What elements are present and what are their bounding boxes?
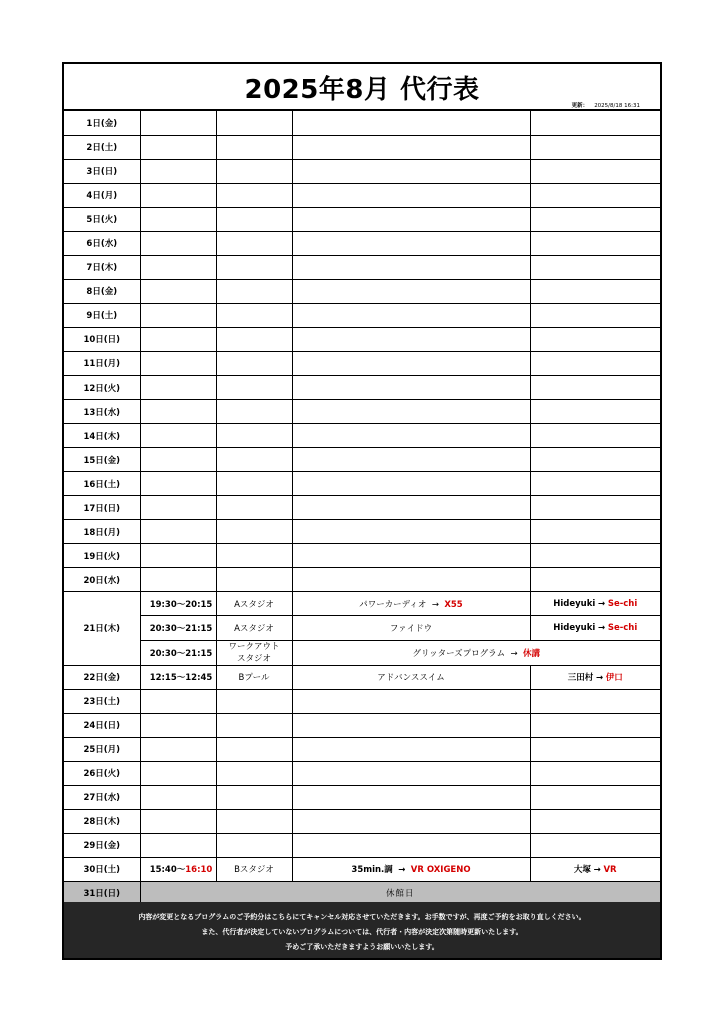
table-row <box>64 183 660 207</box>
day-label: 21日(木) <box>64 592 140 665</box>
time-cell: 12:15～12:45 <box>140 665 216 689</box>
page-title: 2025年8月 代行表 <box>244 75 480 105</box>
day-label: 17日(日) <box>64 496 140 520</box>
day-label: 19日(火) <box>64 544 140 568</box>
program-cell: ファイドウ <box>292 616 530 640</box>
time-cell: 15:40～16:10 <box>140 857 216 881</box>
time-cell: 20:30～21:15 <box>140 616 216 640</box>
table-row <box>64 544 660 568</box>
table-row <box>64 135 660 159</box>
studio-cell: ワークアウト スタジオ <box>216 640 292 665</box>
day-label: 5日(火) <box>64 207 140 231</box>
table-row <box>64 424 660 448</box>
day-label: 6日(水) <box>64 231 140 255</box>
day-label: 2日(土) <box>64 135 140 159</box>
studio-cell: Aスタジオ <box>216 592 292 616</box>
day-label: 1日(金) <box>64 111 140 135</box>
day-label: 30日(土) <box>64 857 140 881</box>
table-row <box>64 496 660 520</box>
table-row <box>64 351 660 375</box>
day-label: 24日(日) <box>64 713 140 737</box>
day-label: 18日(月) <box>64 520 140 544</box>
instructor-cell: Hideyuki → Se-chi <box>530 616 660 640</box>
day-label: 8日(金) <box>64 279 140 303</box>
day-label: 12日(火) <box>64 376 140 400</box>
day-label: 13日(水) <box>64 400 140 424</box>
schedule-sheet <box>62 62 662 960</box>
day-label: 3日(日) <box>64 159 140 183</box>
table-row <box>64 231 660 255</box>
instructor-cell: 大塚 → VR <box>530 857 660 881</box>
instructor-cell: 三田村 → 伊口 <box>530 665 660 689</box>
day-label: 27日(水) <box>64 785 140 809</box>
table-row <box>64 833 660 857</box>
day-label: 16日(土) <box>64 472 140 496</box>
closed-label: 休館日 <box>140 881 660 905</box>
table-row <box>64 761 660 785</box>
day-label: 9日(土) <box>64 303 140 327</box>
table-row <box>64 279 660 303</box>
studio-cell: Aスタジオ <box>216 616 292 640</box>
table-row <box>64 327 660 351</box>
program-cell: グリッターズプログラム → 休講 <box>292 640 660 665</box>
instructor-cell: Hideyuki → Se-chi <box>530 592 660 616</box>
day-label: 25日(月) <box>64 737 140 761</box>
table-row <box>64 520 660 544</box>
studio-cell: Bスタジオ <box>216 857 292 881</box>
updated-timestamp: 更新： 2025/8/18 16:31 <box>571 103 640 109</box>
day-label: 26日(火) <box>64 761 140 785</box>
day-label: 20日(水) <box>64 568 140 592</box>
table-row <box>64 737 660 761</box>
program-cell: 35min.調 → VR OXIGENO <box>292 857 530 881</box>
schedule-table <box>64 111 660 906</box>
table-row <box>64 255 660 279</box>
table-row <box>64 857 660 881</box>
table-row <box>64 785 660 809</box>
table-row <box>64 111 660 135</box>
table-row <box>64 713 660 737</box>
table-row <box>64 376 660 400</box>
day-label: 29日(金) <box>64 833 140 857</box>
sheet-header <box>64 64 660 111</box>
day-label: 31日(日) <box>64 881 140 905</box>
table-row <box>64 665 660 689</box>
day-label: 23日(土) <box>64 689 140 713</box>
program-cell: アドバンススイム <box>292 665 530 689</box>
table-row <box>64 616 660 640</box>
day-label: 14日(木) <box>64 424 140 448</box>
table-row <box>64 448 660 472</box>
day-label: 7日(木) <box>64 255 140 279</box>
day-label: 10日(日) <box>64 327 140 351</box>
table-row <box>64 592 660 616</box>
table-row <box>64 689 660 713</box>
program-cell: パワーカーディオ → X55 <box>292 592 530 616</box>
table-row <box>64 472 660 496</box>
footer-notice: 内容が変更となるプログラムのご予約分はこちらにてキャンセル対応させていただきます。お手数ですが、再度ご予約をお取り直しください。 また、代行者が決定していないプログラムについては、代行者・内容が決定次第随時更新いたします。 予めご了承いただきますようお願いいたします。 <box>64 902 660 958</box>
table-row <box>64 568 660 592</box>
table-row <box>64 303 660 327</box>
day-label: 11日(月) <box>64 351 140 375</box>
table-row <box>64 159 660 183</box>
time-cell: 19:30～20:15 <box>140 592 216 616</box>
table-row <box>64 640 660 665</box>
day-label: 22日(金) <box>64 665 140 689</box>
table-row <box>64 400 660 424</box>
day-label: 4日(月) <box>64 183 140 207</box>
time-cell: 20:30～21:15 <box>140 640 216 665</box>
studio-cell: Bプール <box>216 665 292 689</box>
table-row <box>64 809 660 833</box>
day-label: 28日(木) <box>64 809 140 833</box>
table-row <box>64 207 660 231</box>
day-label: 15日(金) <box>64 448 140 472</box>
